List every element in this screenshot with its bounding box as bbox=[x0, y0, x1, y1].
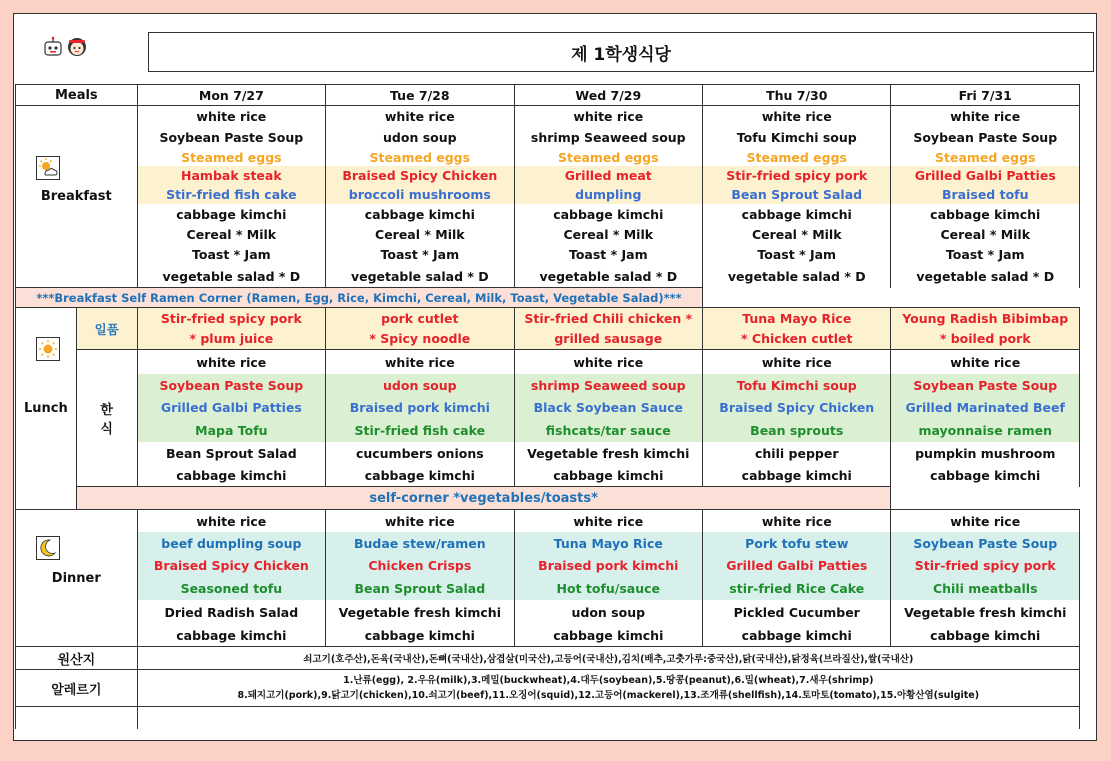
breakfast-item: cabbage kimchi bbox=[326, 204, 514, 224]
lunch-japanese-item: * boiled pork bbox=[891, 328, 1080, 350]
dinner-item: Pickled Cucumber bbox=[703, 600, 891, 624]
lunch-korean-item: white rice bbox=[137, 350, 325, 375]
breakfast-item: Toast * Jam bbox=[891, 244, 1080, 265]
dinner-item: Braised pork kimchi bbox=[514, 554, 702, 576]
dinner-item: Dried Radish Salad bbox=[137, 600, 325, 624]
lunch-korean-item: cabbage kimchi bbox=[703, 464, 891, 487]
lunch-korean-item: Braised pork kimchi bbox=[326, 396, 514, 418]
breakfast-item: Stir-fried spicy pork bbox=[703, 166, 891, 185]
breakfast-item: cabbage kimchi bbox=[703, 204, 891, 224]
dinner-item: Tuna Mayo Rice bbox=[514, 532, 702, 554]
breakfast-item: vegetable salad * D bbox=[137, 265, 325, 288]
lunch-japanese-item: Stir-fried spicy pork bbox=[137, 308, 325, 329]
empty-cell bbox=[16, 707, 138, 730]
lunch-japanese-item: Tuna Mayo Rice bbox=[703, 308, 891, 329]
robot-icon bbox=[42, 36, 64, 58]
breakfast-label bbox=[16, 106, 138, 288]
lunch-korean-item: white rice bbox=[703, 350, 891, 375]
day-header: Fri 7/31 bbox=[891, 85, 1080, 106]
dinner-item: Braised Spicy Chicken bbox=[137, 554, 325, 576]
dinner-item: Pork tofu stew bbox=[703, 532, 891, 554]
allergy-text bbox=[137, 670, 1079, 707]
dinner-item: cabbage kimchi bbox=[703, 624, 891, 647]
breakfast-item: Toast * Jam bbox=[326, 244, 514, 265]
allergy-line-2: 8.돼지고기(pork),9.닭고기(chicken),10.쇠고기(beef),11.오징어(squid),12.고등어(mackerel),13.조개류(shellfish),14.토마토(tomato),15.아황산염(sulgite) bbox=[237, 690, 980, 701]
dinner-text: Dinner bbox=[51, 570, 101, 586]
dinner-item: beef dumpling soup bbox=[137, 532, 325, 554]
breakfast-item: cabbage kimchi bbox=[891, 204, 1080, 224]
menu-table bbox=[15, 84, 1080, 729]
breakfast-item: white rice bbox=[703, 106, 891, 128]
dinner-item: cabbage kimchi bbox=[891, 624, 1080, 647]
allergy-line-1: 1.난류(egg), 2.우유(milk),3.메밀(buckwheat),4.대두(soybean),5.땅콩(peanut),6.밀(wheat),7.새우(shrimp) bbox=[343, 675, 874, 686]
dinner-label bbox=[16, 510, 138, 647]
lunch-japanese-item: * Chicken cutlet bbox=[703, 328, 891, 350]
breakfast-item: cabbage kimchi bbox=[514, 204, 702, 224]
lunch-korean-item: Soybean Paste Soup bbox=[137, 374, 325, 396]
lunch-self-corner: self-corner *vegetables/toasts* bbox=[76, 487, 891, 510]
dinner-item: Soybean Paste Soup bbox=[891, 532, 1080, 554]
lunch-korean-item: Mapa Tofu bbox=[137, 418, 325, 442]
logo-area bbox=[14, 32, 149, 72]
breakfast-item: Steamed eggs bbox=[137, 148, 325, 166]
lunch-korean-item: mayonnaise ramen bbox=[891, 418, 1080, 442]
dinner-item: Vegetable fresh kimchi bbox=[891, 600, 1080, 624]
lunch-korean-item: Soybean Paste Soup bbox=[891, 374, 1080, 396]
lunch-korean-item: white rice bbox=[891, 350, 1080, 375]
lunch-japanese-item: grilled sausage bbox=[514, 328, 702, 350]
breakfast-item: Cereal * Milk bbox=[137, 224, 325, 244]
dinner-item: Chili meatballs bbox=[891, 576, 1080, 600]
dinner-item: white rice bbox=[514, 510, 702, 533]
breakfast-item: white rice bbox=[137, 106, 325, 128]
lunch-korean-item: Stir-fried fish cake bbox=[326, 418, 514, 442]
dinner-item: Seasoned tofu bbox=[137, 576, 325, 600]
day-header: Mon 7/27 bbox=[137, 85, 325, 106]
breakfast-item: Grilled Galbi Patties bbox=[891, 166, 1080, 185]
breakfast-item: Cereal * Milk bbox=[326, 224, 514, 244]
lunch-japanese-item: Stir-fried Chili chicken * bbox=[514, 308, 702, 329]
breakfast-item: Grilled meat bbox=[514, 166, 702, 185]
breakfast-item: Steamed eggs bbox=[514, 148, 702, 166]
lunch-korean-item: udon soup bbox=[326, 374, 514, 396]
breakfast-item: dumpling bbox=[514, 185, 702, 204]
lunch-korean-item: Grilled Galbi Patties bbox=[137, 396, 325, 418]
breakfast-item: udon soup bbox=[326, 127, 514, 148]
breakfast-item: Stir-fried fish cake bbox=[137, 185, 325, 204]
breakfast-item: Toast * Jam bbox=[514, 244, 702, 265]
dinner-item: udon soup bbox=[514, 600, 702, 624]
breakfast-item: Toast * Jam bbox=[703, 244, 891, 265]
lunch-korean-item: Grilled Marinated Beef bbox=[891, 396, 1080, 418]
lunch-japanese-item: Young Radish Bibimbap bbox=[891, 308, 1080, 329]
lunch-korean-item: Braised Spicy Chicken bbox=[703, 396, 891, 418]
day-header: Wed 7/29 bbox=[514, 85, 702, 106]
lunch-korean-item: white rice bbox=[326, 350, 514, 375]
dinner-item: white rice bbox=[137, 510, 325, 533]
lunch-korean-item: Bean sprouts bbox=[703, 418, 891, 442]
lunch-korean-item: Tofu Kimchi soup bbox=[703, 374, 891, 396]
breakfast-item: broccoli mushrooms bbox=[326, 185, 514, 204]
dinner-item: Budae stew/ramen bbox=[326, 532, 514, 554]
day-header: Tue 7/28 bbox=[326, 85, 514, 106]
dinner-item: Grilled Galbi Patties bbox=[703, 554, 891, 576]
breakfast-item: Braised tofu bbox=[891, 185, 1080, 204]
lunch-korean-item: cabbage kimchi bbox=[891, 464, 1080, 487]
dinner-item: white rice bbox=[326, 510, 514, 533]
breakfast-item: Bean Sprout Salad bbox=[703, 185, 891, 204]
lunch-sub-korean-text: 한 식 bbox=[100, 403, 113, 437]
breakfast-self-corner: ***Breakfast Self Ramen Corner (Ramen, Egg, Rice, Kimchi, Cereal, Milk, Toast, Vegetable Salad)*** bbox=[16, 288, 703, 308]
breakfast-item: Hambak steak bbox=[137, 166, 325, 185]
dinner-item: cabbage kimchi bbox=[137, 624, 325, 647]
breakfast-item: white rice bbox=[326, 106, 514, 128]
day-header: Thu 7/30 bbox=[703, 85, 891, 106]
dinner-item: Bean Sprout Salad bbox=[326, 576, 514, 600]
lunch-korean-item: fishcats/tar sauce bbox=[514, 418, 702, 442]
lunch-japanese-item: * Spicy noodle bbox=[326, 328, 514, 350]
breakfast-item: shrimp Seaweed soup bbox=[514, 127, 702, 148]
breakfast-item: Toast * Jam bbox=[137, 244, 325, 265]
breakfast-item: white rice bbox=[891, 106, 1080, 128]
page-title: 제 1학생식당 bbox=[149, 32, 1094, 72]
girl-face-icon bbox=[66, 36, 88, 58]
lunch-korean-item: cabbage kimchi bbox=[514, 464, 702, 487]
origin-text: 쇠고기(호주산),돈육(국내산),돈뼈(국내산),삼겹살(미국산),고등어(국내산),김치(배추,고춧가루:중국산),닭(국내산),닭정육(브라질산),쌀(국내산) bbox=[137, 647, 1079, 670]
lunch-korean-item: pumpkin mushroom bbox=[891, 442, 1080, 464]
lunch-japanese-item: * plum juice bbox=[137, 328, 325, 350]
origin-label: 원산지 bbox=[16, 647, 138, 670]
dinner-item: cabbage kimchi bbox=[514, 624, 702, 647]
breakfast-item: vegetable salad * D bbox=[326, 265, 514, 288]
dinner-item: Stir-fried spicy pork bbox=[891, 554, 1080, 576]
breakfast-item: white rice bbox=[514, 106, 702, 128]
breakfast-item: Cereal * Milk bbox=[514, 224, 702, 244]
lunch-korean-item: chili pepper bbox=[703, 442, 891, 464]
breakfast-item: Soybean Paste Soup bbox=[891, 127, 1080, 148]
breakfast-item: Steamed eggs bbox=[891, 148, 1080, 166]
meals-header: Meals bbox=[16, 85, 138, 106]
lunch-korean-item: Black Soybean Sauce bbox=[514, 396, 702, 418]
dinner-item: stir-fried Rice Cake bbox=[703, 576, 891, 600]
sun-icon bbox=[36, 337, 60, 361]
lunch-text: Lunch bbox=[24, 401, 68, 416]
breakfast-item: Braised Spicy Chicken bbox=[326, 166, 514, 185]
breakfast-item: Cereal * Milk bbox=[703, 224, 891, 244]
lunch-korean-item: cucumbers onions bbox=[326, 442, 514, 464]
lunch-japanese-item: pork cutlet bbox=[326, 308, 514, 329]
breakfast-item: Steamed eggs bbox=[326, 148, 514, 166]
dinner-item: white rice bbox=[703, 510, 891, 533]
lunch-korean-item: cabbage kimchi bbox=[326, 464, 514, 487]
sun-cloud-icon bbox=[36, 156, 60, 180]
lunch-korean-item: Vegetable fresh kimchi bbox=[514, 442, 702, 464]
dinner-item: Chicken Crisps bbox=[326, 554, 514, 576]
breakfast-item: Cereal * Milk bbox=[891, 224, 1080, 244]
breakfast-item: Tofu Kimchi soup bbox=[703, 127, 891, 148]
dinner-item: Hot tofu/sauce bbox=[514, 576, 702, 600]
breakfast-item: cabbage kimchi bbox=[137, 204, 325, 224]
empty-cell bbox=[137, 707, 1079, 730]
lunch-sub-japanese: 일품 bbox=[76, 308, 137, 350]
breakfast-item: Soybean Paste Soup bbox=[137, 127, 325, 148]
lunch-korean-item: cabbage kimchi bbox=[137, 464, 325, 487]
breakfast-item: vegetable salad * D bbox=[703, 265, 891, 288]
lunch-korean-item: shrimp Seaweed soup bbox=[514, 374, 702, 396]
lunch-sub-korean bbox=[76, 350, 137, 487]
breakfast-item: vegetable salad * D bbox=[514, 265, 702, 288]
dinner-item: white rice bbox=[891, 510, 1080, 533]
moon-icon bbox=[36, 536, 60, 560]
lunch-korean-item: white rice bbox=[514, 350, 702, 375]
lunch-korean-item: Bean Sprout Salad bbox=[137, 442, 325, 464]
breakfast-item: Steamed eggs bbox=[703, 148, 891, 166]
allergy-label: 알레르기 bbox=[16, 670, 138, 707]
breakfast-item: vegetable salad * D bbox=[891, 265, 1080, 288]
breakfast-text: Breakfast bbox=[40, 189, 112, 204]
dinner-item: cabbage kimchi bbox=[326, 624, 514, 647]
dinner-item: Vegetable fresh kimchi bbox=[326, 600, 514, 624]
